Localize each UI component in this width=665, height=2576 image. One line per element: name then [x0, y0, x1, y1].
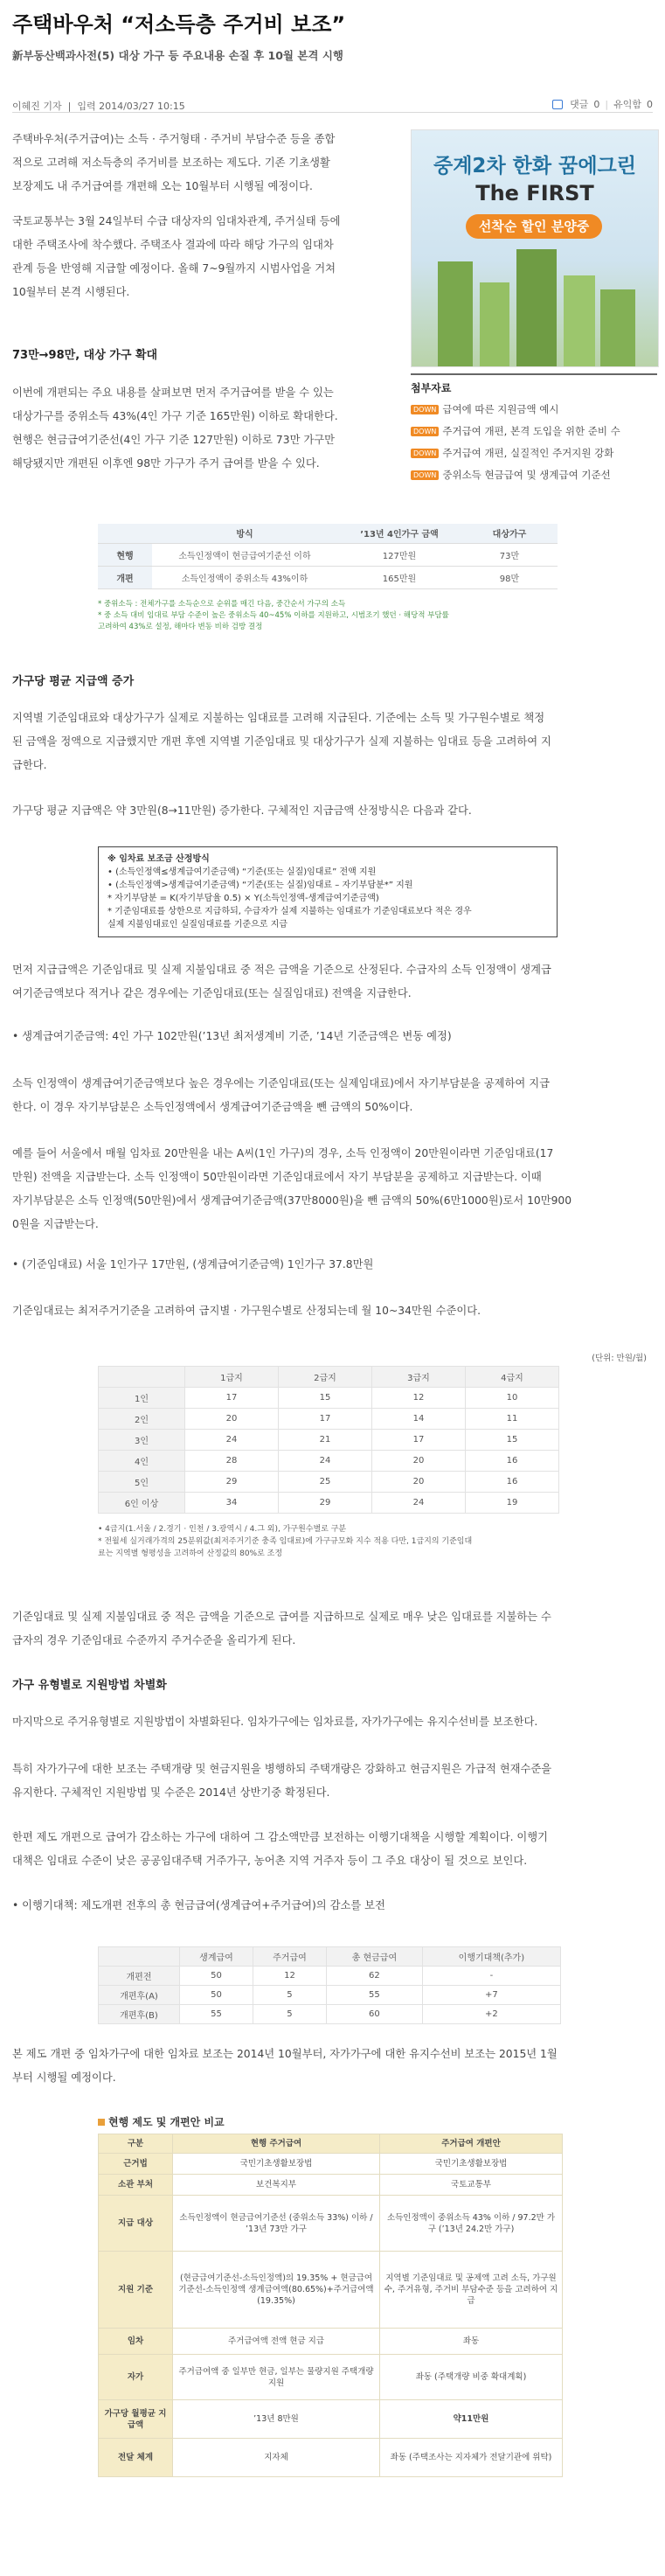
comment-icon[interactable]: [552, 100, 563, 109]
paragraph: 본 제도 개편 중 임차가구에 대한 임차료 보조는 2014년 10월부터, 자가가구에 대한 유지수선비 보조는 2015년 1월 부터 시행될 예정이다.: [12, 2048, 558, 2084]
ad-subtitle: The FIRST: [475, 181, 594, 205]
attachments-panel: [411, 373, 657, 483]
article-actions: 댓글 0 | 유익함 0: [552, 97, 653, 111]
eligibility-table: 방식 ’13년 4인가구 금액 대상가구 현행 소득인정액이 현금급여기준선 이하 127만원 73만 개편 소득인정액이 중위소득 43%이하 165만원 98만: [98, 524, 558, 589]
ad-title: 중계2차 한화 꿈에그린: [433, 155, 636, 178]
paragraph: 가구당 평균 지급액은 약 3만원(8→11만원) 증가한다. 구체적인 지급금액 산정방식은 다음과 같다.: [12, 804, 472, 817]
reporter-name[interactable]: 이혜진 기자: [12, 101, 62, 112]
attachment-item[interactable]: DOWN 중위소득 현금급여 및 생계급여 기준선: [411, 468, 657, 483]
unit-label: (단위: 만원/월): [592, 1354, 647, 1363]
header-divider: [12, 112, 653, 113]
comparison-table: 구분 현행 주거급여 주거급여 개편안 근거법 국민기초생활보장법 국민기초생활보장법 소관 부처 보건복지부 국토교통부 지급 대상 소득인정액이 현금급여기준선 (중위소득 33%) 이하 / ’13년 73만 가구 소득인정액이 중위소득 43% 이하 / 97.2만 가구 (’13년 24.2만 가구) 지원 기준 (현금급여기준선-소득인정액)의 19.35% + 현금급여기준선-소득인정액 생계급여액(80.65%)+주거급여액(19.35%) 지역별 기준임대료 및 공제액 고려 소득, 가구원수, 주거유형, 주거비 부담수준 등을 고려하여 지급 임차 주거급여액 전액 현금 지급 좌동 자가 주거급여액 중 일부만 현금, 일부는 물량지원 주택개량 지원 좌동 (주택개량 비중 확대계획) 가구당 월평균 지급액 ’13년 8만원 약11만원 전달 체계 지자체 좌동 (주택조사는 지자체가 전달기관에 위탁): [98, 2134, 563, 2477]
paragraph: • 생계급여기준금액: 4인 가구 102만원(’13년 최저생계비 기준, ’14년 기준금액은 변동 예정): [12, 1030, 452, 1042]
building-illustration: [600, 289, 635, 366]
section-heading: 가구당 평균 지급액 증가: [12, 675, 135, 688]
article-subtitle: 新부동산백과사전(5) 대상 가구 등 주요내용 손질 후 10월 본격 시행: [12, 49, 343, 62]
attachments-heading: 첨부자료: [411, 373, 657, 395]
download-icon: DOWN: [411, 470, 439, 480]
paragraph: 한편 제도 개편으로 급여가 감소하는 가구에 대하여 그 감소액만큼 보전하는 이행기대책을 시행할 계획이다. 이행기 대책은 임대료 수준이 낮은 공공임대주택 거주가구, 농어촌 지역 거주자 등이 그 주요 대상이 될 것으로 보인다.: [12, 1831, 549, 1867]
paragraph: 예를 들어 서울에서 매월 임차료 20만원을 내는 A씨(1인 가구)의 경우, 소득 인정액이 20만원이라면 기준임대료(17 만원) 전액을 지급받는다. 소득 인정액이 50만원이라면 기준임대료에서 자기 부담분을 공제하고 지급받는다. 이때 자기부담분은 소득 인정액(50만원)에서 생계급여기준금액(37만8000원)을 뺀 금액의 50%(6만1000원)로서 10만900 0원을 지급받는다.: [12, 1147, 572, 1230]
building-illustration: [480, 282, 509, 366]
building-illustration: [516, 249, 557, 366]
paragraph: • 이행기대책: 제도개편 전후의 총 현금급여(생계급여+주거급여)의 감소를 보전: [12, 1899, 385, 1911]
table-footnote: * 중위소득 : 전체가구를 소득순으로 순위를 매긴 다음, 중간순서 가구의 소득 * 중 소득 대비 임대료 부담 수준이 높은 중위소득 40~45% 이하를 지원하고, 시범조기 했던 · 해당적 부담률 고려하여 43%로 설정, 해마다 변동 비하 검방 결정: [98, 600, 449, 631]
section-heading: 가구 유형별로 지원방법 차별화: [12, 1679, 167, 1692]
base-rent-table: 1급지 2급지 3급지 4급지 1인 17 15 12 10 2인 20 17 14 11 3인 24 21 17 15 4인 28 24 20 16 5인 29 25 20 16 6인 이상 34 29 24 19: [98, 1366, 559, 1514]
calculation-box: ※ 임차료 보조금 산정방식 • (소득인정액≤생계급여기준금액) “기준(또는 실질)임대료” 전액 지원 • (소득인정액>생계급여기준금액) “기준(또는 실질)임대료 – 자기부담분*” 지원 * 자기부담분 = K(자기부담율 0.5) × Y(소득인정액-생계급여기준금액) * 기준임대료를 상한으로 지급하되, 수급자가 실제 지불하는 임대료가 기준임대료보다 적은 경우 실제 지불임대료인 실질임대료를 기준으로 지급: [98, 846, 558, 937]
building-illustration: [564, 275, 595, 366]
paragraph: 지역별 기준임대료와 대상가구가 실제로 지불하는 임대료를 고려해 지급된다. 기준에는 소득 및 가구원수별로 책정 된 금액을 정액으로 지급했지만 개편 후엔 지역별 기준임대료 및 대상가구가 실제 지불하는 임대료 등을 고려하여 지 급한다.: [12, 712, 551, 771]
paragraph: 이번에 개편되는 주요 내용를 살펴보면 먼저 주거급여를 받을 수 있는 대상가구를 중위소득 43%(4인 가구 기준 165만원) 이하로 확대한다. 현행은 현금급여기준선(4인 가구 기준 127만원) 이하로 73만 가구만 해당됐지만 개편된 이후엔 98만 가구가 주거 급여를 받을 수 있다.: [12, 386, 338, 470]
paragraph: 국토교통부는 3월 24일부터 수급 대상자의 임대차관계, 주거실태 등에 대한 주택조사에 착수했다. 주택조사 결과에 따라 해당 가구의 임대차 관계 등을 반영해 지급할 예정이다. 올해 7~9월까지 시범사업을 거쳐 10월부터 본격 시행된다.: [12, 215, 341, 298]
paragraph: 기준임대료는 최저주거기준을 고려하여 급지별 · 가구원수별로 산정되는데 월 10~34만원 수준이다.: [12, 1305, 481, 1317]
attachment-item[interactable]: DOWN 주거급여 개편, 본격 도입을 위한 준비 수: [411, 424, 657, 439]
paragraph: 먼저 지급급액은 기준임대료 및 실제 지불임대료 중 적은 금액을 기준으로 산정된다. 수급자의 소득 인정액이 생계급 여기준금액보다 적거나 같은 경우에는 기준임대료(또는 실질임대료) 전액을 지급한다.: [12, 964, 551, 999]
publish-date: 입력 2014/03/27 10:15: [77, 101, 185, 112]
transition-table: 생계급여 주거급여 총 현금급여 이행기대책(추가) 개편전 50 12 62 - 개편후(A) 50 5 55 +7 개편후(B) 55 5 60 +2: [98, 1946, 561, 2024]
paragraph: 마지막으로 주거유형별로 지원방법이 차별화된다. 임차가구에는 임차료를, 자가가구에는 유지수선비를 보조한다.: [12, 1716, 538, 1728]
comments-count: 0: [593, 98, 600, 110]
download-icon: DOWN: [411, 449, 439, 458]
paragraph: 특히 자가가구에 대한 보조는 주택개량 및 현금지원을 병행하되 주택개량은 강화하고 현금지원은 가급적 현재수준을 유지한다. 구체적인 지원방법 및 수준은 2014년 상반기중 확정된다.: [12, 1763, 552, 1799]
likes-count: 0: [647, 98, 653, 110]
article-title: 주택바우처 “저소득층 주거비 보조”: [12, 12, 346, 37]
paragraph: 소득 인정액이 생계급여기준금액보다 높은 경우에는 기준임대료(또는 실제임대료)에서 자기부담분을 공제하여 지급 한다. 이 경우 자기부담분은 소득인정액에서 생계급여기준금액을 뺀 금액의 50%이다.: [12, 1077, 550, 1113]
paragraph: • (기준임대료) 서울 1인가구 17만원, (생계급여기준금액) 1인가구 37.8만원: [12, 1258, 374, 1271]
table-footnote: • 4급지(1.서울 / 2.경기 · 인천 / 3.광역시 / 4.그 외), 가구원수별로 구분 * 전월세 실거래가격의 25분위값(최저주거기준 충족 임대료)에 가구규모화 지수 적용 다만, 1급지의 기준임대 료는 지역별 형평성을 고려하여 산정값의 80%로 조정: [98, 1525, 473, 1558]
download-icon: DOWN: [411, 405, 439, 414]
article-meta: 이혜진 기자 | 입력 2014/03/27 10:15: [12, 101, 185, 112]
bullet-square-icon: [98, 2119, 105, 2126]
download-icon: DOWN: [411, 427, 439, 436]
advertisement-banner[interactable]: [411, 129, 659, 367]
paragraph: 주택바우처(주거급여)는 소득 · 주거형태 · 주거비 부담수준 등을 종합 적으로 고려해 저소득층의 주거비를 보조하는 제도다. 기존 기초생활 보장제도 내 주거급여를 개편해 오는 10월부터 시행될 예정이다.: [12, 133, 336, 192]
section-heading: 73만→98만, 대상 가구 확대: [12, 349, 158, 362]
likes-label[interactable]: 유익함: [613, 99, 641, 110]
comparison-title: 현행 제도 및 개편안 비교: [98, 2114, 225, 2129]
attachment-item[interactable]: DOWN 급여에 따른 지원금액 예시: [411, 402, 657, 417]
comments-label[interactable]: 댓글: [570, 99, 589, 110]
paragraph: 기준임대료 및 실제 지불임대료 중 적은 금액을 기준으로 급여를 지급하므로 실제로 매우 낮은 임대료를 지불하는 수 급자의 경우 기준임대료 수준까지 주거수준을 올리가게 된다.: [12, 1611, 551, 1647]
attachment-item[interactable]: DOWN 주거급여 개편, 실질적인 주거지원 강화: [411, 446, 657, 461]
ad-badge: 선착순 할인 분양중: [466, 214, 602, 239]
building-illustration: [438, 261, 473, 366]
